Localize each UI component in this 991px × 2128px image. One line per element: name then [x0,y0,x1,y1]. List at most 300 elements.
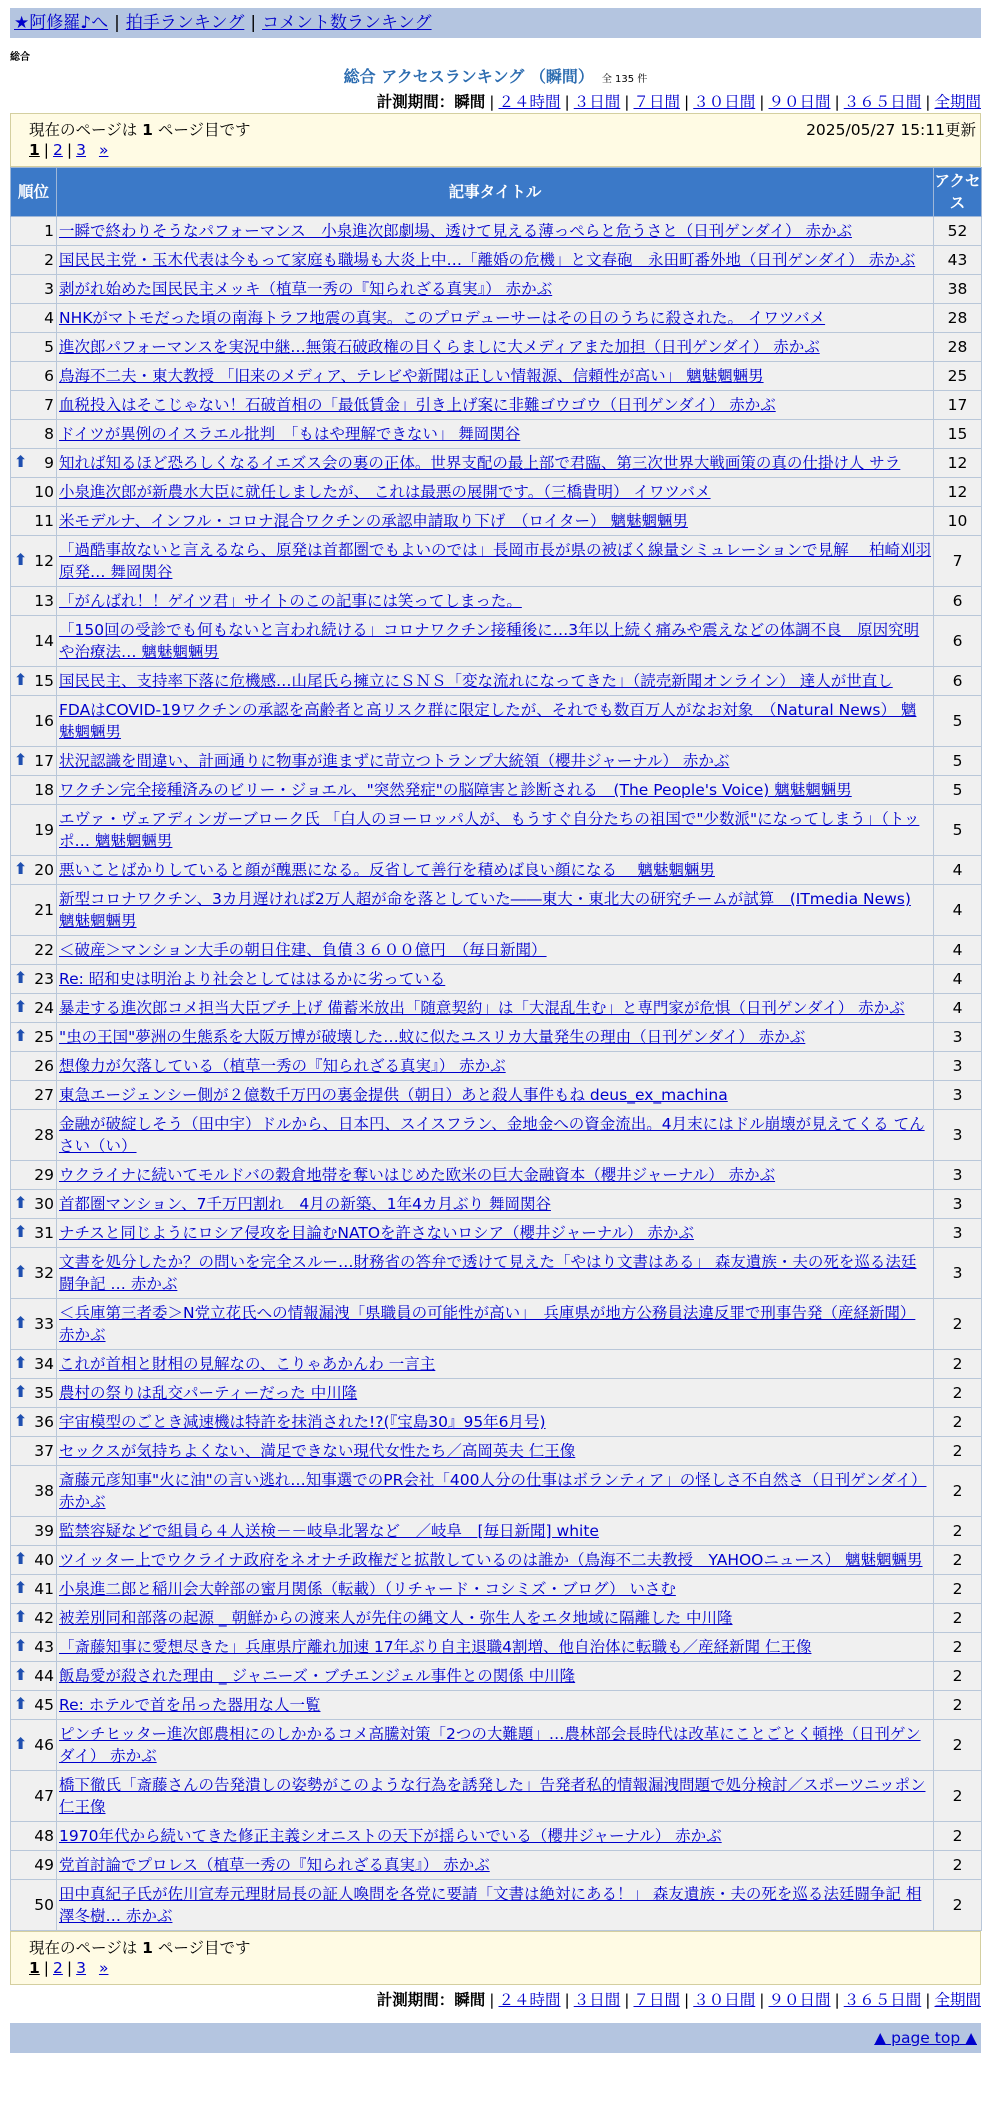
period-link[interactable]: ７日間 [633,93,680,111]
table-row [11,391,982,420]
current-page-text [29,1936,251,1958]
article-link[interactable]: ピンチヒッター進次郎農相にのしかかるコメ高騰対策「2つの大難題」…農林部会長時代は改革にことごとく頓挫（日刊ゲンダイ） 赤かぶ [59,1725,921,1765]
table-row [11,1052,982,1081]
article-link[interactable]: 「斎藤知事に愛想尽きた」兵庫県庁離れ加速 17年ぶり自主退職4割増、他自治体に転職も／産経新聞 仁王像 [59,1638,812,1656]
period-link[interactable]: ７日間 [633,1991,680,2009]
rank-number: 34 [34,1355,54,1373]
period-selector-bottom [10,1989,981,2011]
rank-number: 21 [34,901,54,919]
title-cell [57,217,934,246]
period-current: 瞬間 [454,1991,486,2009]
rank-cell [11,449,57,478]
period-separator: | [624,1991,630,2009]
rank-number: 1 [44,222,54,240]
top-nav-bar [10,8,981,38]
period-link[interactable]: ３６５日間 [843,1991,922,2009]
rank-number: 9 [44,454,54,472]
rank-cell [11,856,57,885]
rank-number: 48 [34,1827,54,1845]
article-link[interactable]: 血税投入はそこじゃない！石破首相の「最低賃金」引き上げ案に非難ゴウゴウ（日刊ゲンダイ） 赤かぶ [59,396,776,414]
period-separator: | [564,93,570,111]
title-cell [57,391,934,420]
rank-number: 25 [34,1028,54,1046]
access-count: 17 [934,391,982,420]
access-count: 2 [934,1299,982,1350]
rank-number: 26 [34,1057,54,1075]
access-count: 10 [934,507,982,536]
rank-cell [11,1771,57,1822]
article-link[interactable]: ナチスと同じようにロシア侵攻を目論むNATOを許さないロシア（櫻井ジャーナル） 赤かぶ [59,1224,694,1242]
access-count: 4 [934,994,982,1023]
access-count: 43 [934,246,982,275]
table-row [11,507,982,536]
access-count: 2 [934,1575,982,1604]
period-link[interactable]: ３日間 [573,93,621,111]
period-link[interactable]: ２４時間 [498,93,561,111]
rank-up-arrow-icon: ⬆ [14,1026,28,1045]
comment-ranking-link[interactable]: コメント数ランキング [262,13,432,33]
rank-cell [11,1466,57,1517]
access-count: 4 [934,856,982,885]
rank-cell [11,536,57,587]
article-link[interactable]: 国民民主党・玉木代表は今もって家庭も職場も大炎上中…「離婚の危機」と文春砲 永田町番外地（日刊ゲンダイ） 赤かぶ [59,251,916,269]
table-row [11,1161,982,1190]
period-link[interactable]: ３０日間 [693,1991,756,2009]
page-link[interactable]: 2 [53,141,63,159]
rank-up-arrow-icon: ⬆ [14,1636,28,1655]
article-link[interactable]: FDAはCOVID-19ワクチンの承認を高齢者と高リスク群に限定したが、それでも数百万人がなお対象 （Natural News） 魑魅魍魎男 [59,701,917,741]
rank-number: 30 [34,1195,54,1213]
rank-cell [11,994,57,1023]
table-row [11,1633,982,1662]
article-link[interactable]: 剥がれ始めた国民民主メッキ（植草一秀の『知られざる真実』） 赤かぶ [59,280,553,298]
article-link[interactable]: 小泉進次郎が新農水大臣に就任しましたが、 これは最悪の展開です。（三橋貴明） イワツバメ [59,483,711,501]
rank-up-arrow-icon: ⬆ [14,1382,28,1401]
access-count: 4 [934,965,982,994]
access-count: 2 [934,1408,982,1437]
rank-header: 順位 [11,168,57,217]
page-link[interactable]: 3 [76,141,87,159]
period-link[interactable]: ３０日間 [693,93,756,111]
rank-number: 19 [34,821,54,839]
pagination-box-bottom [10,1931,981,1985]
access-count: 2 [934,1662,982,1691]
period-link[interactable]: ３日間 [573,1991,621,2009]
rank-cell [11,1437,57,1466]
table-row [11,587,982,616]
rank-up-arrow-icon: ⬆ [14,1549,28,1568]
period-link[interactable]: ９０日間 [768,93,831,111]
article-link[interactable]: NHKがマトモだった頃の南海トラフ地震の真実。このプロデューサーはその日のうちに殺された。 イワツバメ [59,309,826,327]
table-row [11,1662,982,1691]
table-row [11,667,982,696]
article-link[interactable]: "虫の王国"夢洲の生態系を大阪万博が破壊した…蚊に似たユスリカ大量発生の理由（日刊ゲンダイ） 赤かぶ [59,1028,806,1046]
article-link[interactable]: 「150回の受診でも何もないと言われ続ける」コロナワクチン接種後に…3年以上続く痛みや震えなどの体調不良 原因究明や治療法… 魑魅魍魎男 [59,621,920,661]
rank-cell [11,936,57,965]
article-link[interactable]: 新型コロナワクチン、3カ月遅ければ2万人超が命を落としていた――東大・東北大の研究チームが試算 (ITmedia News) 魑魅魍魎男 [59,890,911,930]
access-count: 25 [934,362,982,391]
table-row [11,1350,982,1379]
access-count: 5 [934,805,982,856]
access-count: 6 [934,616,982,667]
article-link[interactable]: 国民民主、支持率下落に危機感…山尾氏ら擁立にＳＮＳ「変な流れになってきた」（読売新聞オンライン） 達人が世直し [59,672,893,690]
rank-number: 24 [34,999,54,1017]
page-links [29,1959,108,1977]
title-cell [57,1691,934,1720]
rank-number: 7 [44,396,54,414]
article-link[interactable]: 鳥海不二夫・東大教授 「旧来のメディア、テレビや新聞は正しい情報源、信頼性が高い」 魑魅魍魎男 [59,367,764,385]
rank-up-arrow-icon: ⬆ [14,1578,28,1597]
table-row [11,217,982,246]
article-link[interactable]: 宇宙模型のごとき減速機は特許を抹消された!?(『宝島30』95年6月号) [59,1413,546,1431]
period-separator: | [759,1991,765,2009]
article-link[interactable]: Re: ホテルで首を吊った器用な人一覧 [59,1696,321,1714]
access-count: 12 [934,449,982,478]
article-link[interactable]: 想像力が欠落している（植草一秀の『知られざる真実』） 赤かぶ [59,1057,506,1075]
table-row [11,420,982,449]
title-cell [57,616,934,667]
rank-number: 47 [34,1787,54,1805]
rank-cell [11,391,57,420]
title-cell [57,885,934,936]
ranking-table [10,167,982,1931]
access-count: 5 [934,696,982,747]
access-count: 3 [934,1219,982,1248]
article-link[interactable]: 一瞬で終わりそうなパフォーマンス 小泉進次郎劇場、透けて見える薄っぺらと危うさと（日刊ゲンダイ） 赤かぶ [59,222,852,240]
table-row [11,994,982,1023]
title-cell [57,246,934,275]
access-count: 3 [934,1110,982,1161]
rank-number: 46 [34,1736,54,1754]
table-row [11,965,982,994]
rank-number: 29 [34,1166,54,1184]
access-count: 2 [934,1720,982,1771]
article-link[interactable]: 東急エージェンシー側が２億数千万円の裏金提供（朝日）あと殺人事件もね deus_ex_machina [59,1086,728,1104]
article-link[interactable]: 暴走する進次郎コメ担当大臣ブチ上げ 備蓄米放出「随意契約」は「大混乱生む」と専門家が危惧（日刊ゲンダイ） 赤かぶ [59,999,905,1017]
rank-up-arrow-icon: ⬆ [14,997,28,1016]
title-cell [57,856,934,885]
rank-cell [11,1110,57,1161]
table-row [11,1379,982,1408]
article-link[interactable]: エヴァ・ヴェアディンガーブローク氏 「白人のヨーロッパ人が、もうすぐ自分たちの祖国で"少数派"になってしまう」（トッポ… 魑魅魍魎男 [59,810,920,850]
rank-number: 4 [44,309,54,327]
page-separator: | [66,141,73,159]
rank-up-arrow-icon: ⬆ [14,452,28,471]
table-row [11,333,982,362]
table-row [11,1190,982,1219]
title-cell [57,478,934,507]
period-link[interactable]: 全期間 [934,1991,981,2009]
page-title-text: 総合 アクセスランキング （瞬間） [343,67,594,86]
rank-cell [11,965,57,994]
title-cell [57,1771,934,1822]
page-link[interactable]: 3 [76,1959,87,1977]
rank-up-arrow-icon: ⬆ [14,1665,28,1684]
total-count: 全 135 件 [601,74,648,85]
title-cell [57,1110,934,1161]
rank-cell [11,667,57,696]
current-page-prefix: 現在のページは [29,1939,143,1957]
table-row [11,1299,982,1350]
title-cell [57,1052,934,1081]
article-link[interactable]: ツイッター上でウクライナ政府をネオナチ政権だと拡散しているのは誰か（鳥海不二夫教授 YAHOOニュース） 魑魅魍魎男 [59,1551,923,1569]
title-cell [57,507,934,536]
rank-up-arrow-icon: ⬆ [14,1607,28,1626]
table-row [11,936,982,965]
rank-number: 27 [34,1086,54,1104]
title-cell [57,1546,934,1575]
rank-up-arrow-icon: ⬆ [14,1694,28,1713]
pagination-box [10,113,981,167]
rank-cell [11,1081,57,1110]
article-link[interactable]: 首都圏マンション、7千万円割れ 4月の新築、1年4カ月ぶり 舞岡関谷 [59,1195,551,1213]
article-link[interactable]: ＜破産＞マンション大手の朝日住建、負債３６００億円 （毎日新聞） [59,941,547,959]
rank-number: 40 [34,1551,54,1569]
rank-cell [11,420,57,449]
nav-separator: | [114,13,120,33]
article-link[interactable]: 状況認識を間違い、計画通りに物事が進まずに苛立つトランプ大統領（櫻井ジャーナル） 赤かぶ [59,752,730,770]
page-links [29,141,108,159]
title-cell [57,667,934,696]
article-link[interactable]: ＜兵庫第三者委＞N党立花氏への情報漏洩「県職員の可能性が高い」 兵庫県が地方公務員法違反罪で刑事告発（産経新聞） 赤かぶ [59,1304,916,1344]
article-link[interactable]: 悪いことばかりしていると顔が醜悪になる。反省して善行を積めば良い顔になる 魑魅魍魎男 [59,861,715,879]
article-link[interactable]: 金融が破綻しそう（田中宇）ドルから、日本円、スイスフラン、金地金への資金流出。4月末にはドル崩壊が見えてくる てんさい（い） [59,1115,925,1155]
period-label: 計測期間： [376,93,455,111]
table-row [11,1604,982,1633]
article-link[interactable]: 知れば知るほど恐ろしくなるイエズス会の裏の正体。世界支配の最上部で君臨、第三次世界大戦画策の真の仕掛け人 サラ [59,454,901,472]
table-row [11,776,982,805]
access-count: 28 [934,304,982,333]
rank-cell [11,1219,57,1248]
title-cell [57,1219,934,1248]
rank-cell [11,616,57,667]
rank-cell [11,1822,57,1851]
next-page-link[interactable]: » [98,141,109,159]
title-cell [57,1466,934,1517]
article-link[interactable]: ドイツが異例のイスラエル批判 「もはや理解できない」 舞岡関谷 [59,425,521,443]
rank-cell [11,696,57,747]
rank-cell [11,885,57,936]
updated-timestamp: 2025/05/27 15:11更新 [806,121,976,139]
rank-number: 10 [34,483,54,501]
rank-number: 39 [34,1522,54,1540]
article-link[interactable]: 斎藤元彦知事"火に油"の言い逃れ…知事選でのPR会社「400人分の仕事はボランティア」の怪しさ不自然さ（日刊ゲンダイ） 赤かぶ [59,1471,927,1511]
rank-cell [11,1408,57,1437]
rank-up-arrow-icon: ⬆ [14,1262,28,1281]
title-cell [57,275,934,304]
page-link-current: 1 [29,1959,40,1977]
article-link[interactable]: 進次郎パフォーマンスを実況中継…無策石破政権の目くらましに大メディアまた加担（日刊ゲンダイ） 赤かぶ [59,338,820,356]
applause-ranking-link[interactable]: 拍手ランキング [125,13,245,33]
rank-up-arrow-icon: ⬆ [14,670,28,689]
article-link[interactable]: 党首討論でプロレス（植草一秀の『知られざる真実』） 赤かぶ [59,1856,490,1874]
rank-number: 23 [34,970,54,988]
current-page-suffix: ページ目です [152,121,251,139]
period-link[interactable]: ２４時間 [498,1991,561,2009]
title-cell [57,747,934,776]
current-page-number: 1 [142,1939,153,1957]
access-count: 2 [934,1822,982,1851]
article-link[interactable]: これが首相と財相の見解なの、こりゃあかんわ 一言主 [59,1355,436,1373]
table-row [11,1081,982,1110]
table-row [11,1248,982,1299]
access-count: 2 [934,1691,982,1720]
rank-number: 11 [34,512,54,530]
rank-cell [11,1633,57,1662]
title-cell [57,420,934,449]
title-cell [57,936,934,965]
title-cell [57,776,934,805]
rank-up-arrow-icon: ⬆ [14,550,28,569]
ranking-rows [11,217,982,1931]
title-cell [57,1248,934,1299]
article-link[interactable]: 農村の祭りは乱交パーティーだった 中川隆 [59,1384,358,1402]
table-row [11,304,982,333]
rank-up-arrow-icon: ⬆ [14,968,28,987]
current-page-number: 1 [142,121,153,139]
rank-cell [11,1604,57,1633]
rank-number: 5 [44,338,54,356]
article-link[interactable]: 1970年代から続いてきた修正主義シオニストの天下が揺らいでいる（櫻井ジャーナル） 赤かぶ [59,1827,722,1845]
access-count: 2 [934,1379,982,1408]
access-count: 52 [934,217,982,246]
title-cell [57,1604,934,1633]
rank-number: 22 [34,941,54,959]
article-link[interactable]: ワクチン完全接種済みのビリー・ジョエル、"突然発症"の脳障害と診断される (The People's Voice) 魑魅魍魎男 [59,781,852,799]
rank-cell [11,1023,57,1052]
rank-up-arrow-icon: ⬆ [14,1193,28,1212]
period-link[interactable]: 全期間 [934,93,981,111]
title-cell [57,1720,934,1771]
article-link[interactable]: Re: 昭和史は明治より社会としてははるかに劣っている [59,970,446,988]
table-row [11,246,982,275]
article-link[interactable]: 小泉進二郎と稲川会大幹部の蜜月関係（転載）（リチャード・コシミズ・ブログ） いさむ [59,1580,676,1598]
rank-cell [11,1546,57,1575]
access-count: 12 [934,478,982,507]
page-separator: | [43,141,50,159]
access-count: 3 [934,1081,982,1110]
article-link[interactable]: 「過酷事故ないと言えるなら、原発は首都圏でもよいのでは」長岡市長が県の被ばく線量シミュレーションで見解 柏崎刈羽原発… 舞岡関谷 [59,541,932,581]
rank-up-arrow-icon: ⬆ [14,1353,28,1372]
access-count: 5 [934,776,982,805]
rank-cell [11,333,57,362]
table-row [11,805,982,856]
page-link[interactable]: 2 [53,1959,63,1977]
access-count: 2 [934,1633,982,1662]
title-cell [57,1851,934,1880]
category-label: 総合 [10,52,30,63]
access-count: 3 [934,1161,982,1190]
rank-number: 18 [34,781,54,799]
rank-cell [11,478,57,507]
rank-number: 17 [34,752,54,770]
rank-cell [11,1350,57,1379]
access-count: 4 [934,936,982,965]
title-cell [57,1575,934,1604]
period-separator: | [624,93,630,111]
next-page-link[interactable]: » [98,1959,109,1977]
table-row [11,1691,982,1720]
table-row [11,616,982,667]
period-link[interactable]: ９０日間 [768,1991,831,2009]
rank-number: 6 [44,367,54,385]
article-link[interactable]: 「がんばれ！！ゲイツ君」サイトのこの記事には笑ってしまった。 [59,592,522,610]
table-row [11,747,982,776]
rank-up-arrow-icon: ⬆ [14,750,28,769]
rank-number: 20 [34,861,54,879]
rank-cell [11,1880,57,1931]
title-cell [57,333,934,362]
article-link[interactable]: 米モデルナ、インフル・コロナ混合ワクチンの承認申請取り下げ （ロイター） 魑魅魍魎男 [59,512,688,530]
table-row [11,1880,982,1931]
period-separator: | [834,1991,840,2009]
access-count: 38 [934,275,982,304]
article-link[interactable]: 飯島愛が殺された理由 _ ジャニーズ・ブチエンジェル事件との関係 中川隆 [59,1667,576,1685]
rank-number: 32 [34,1264,54,1282]
access-count: 2 [934,1546,982,1575]
rank-number: 28 [34,1126,54,1144]
home-link[interactable]: ★阿修羅♪へ [14,13,109,33]
article-link[interactable]: 監禁容疑などで組員ら４人送検－－岐阜北署など ／岐阜 [毎日新聞] white [59,1522,599,1540]
article-link[interactable]: 被差別同和部落の起源 _ 朝鮮からの渡来人が先住の縄文人・弥生人をエタ地域に隔離した 中川隆 [59,1609,733,1627]
table-row [11,856,982,885]
period-separator: | [759,93,765,111]
rank-up-arrow-icon: ⬆ [14,1411,28,1430]
rank-cell [11,1662,57,1691]
article-link[interactable]: セックスが気持ちよくない、満足できない現代女性たち／高岡英夫 仁王像 [59,1442,576,1460]
rank-cell [11,1248,57,1299]
article-link[interactable]: 文書を処分したか？の問いを完全スルー…財務省の答弁で透けて見えた「やはり文書はある」 森友遺族・夫の死を巡る法廷闘争記 … 赤かぶ [59,1253,917,1293]
rank-number: 43 [34,1638,54,1656]
table-row [11,1720,982,1771]
rank-cell [11,1299,57,1350]
rank-cell [11,1575,57,1604]
current-page-text [29,118,251,140]
article-link[interactable]: 橋下徹氏「斎藤さんの告発潰しの姿勢がこのような行為を誘発した」告発者私的情報漏洩問題で処分検討／スポーツニッポン 仁王像 [59,1776,926,1816]
access-count: 6 [934,587,982,616]
table-row [11,1851,982,1880]
title-cell [57,1437,934,1466]
rank-cell [11,246,57,275]
title-cell [57,304,934,333]
article-link[interactable]: ウクライナに続いてモルドバの穀倉地帯を奪いはじめた欧米の巨大金融資本（櫻井ジャーナル） 赤かぶ [59,1166,776,1184]
page-top-link[interactable]: ▲ page top ▲ [874,2029,977,2047]
table-header-row [11,168,982,217]
table-row [11,362,982,391]
rank-number: 38 [34,1482,54,1500]
rank-number: 14 [34,632,54,650]
rank-cell [11,507,57,536]
title-cell [57,805,934,856]
page-link-current: 1 [29,141,40,159]
rank-cell [11,1517,57,1546]
title-cell [57,1161,934,1190]
title-cell [57,994,934,1023]
period-separator: | [925,1991,931,2009]
period-link[interactable]: ３６５日間 [843,93,922,111]
rank-number: 15 [34,672,54,690]
access-count: 15 [934,420,982,449]
rank-number: 2 [44,251,54,269]
article-link[interactable]: 田中真紀子氏が佐川宣寿元理財局長の証人喚問を各党に要請「文書は絶対にある！」 森友遺族・夫の死を巡る法廷闘争記 相澤冬樹… 赤かぶ [59,1885,922,1925]
title-cell [57,1822,934,1851]
rank-cell [11,1720,57,1771]
access-count: 7 [934,536,982,587]
access-count: 3 [934,1248,982,1299]
access-count: 28 [934,333,982,362]
table-row [11,478,982,507]
title-cell [57,1517,934,1546]
